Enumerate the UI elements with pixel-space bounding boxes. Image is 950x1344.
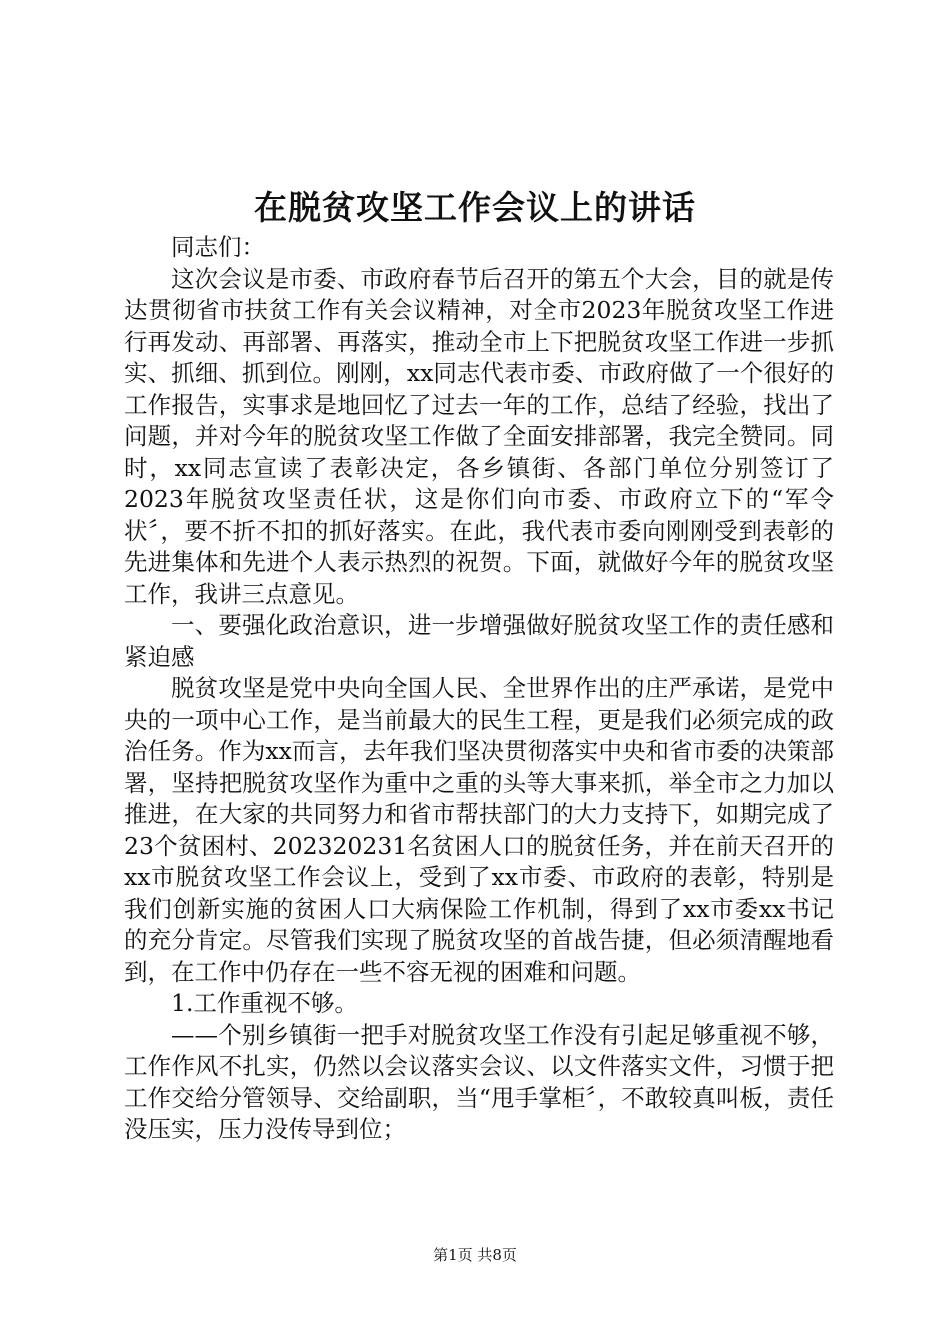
intro-paragraph: 这次会议是市委、市政府春节后召开的第五个大会，目的就是传达贯彻省市扶贫工作有关会议精神，对全市2023年脱贫攻坚工作进行再发动、再部署、再落实，推动全市上下把脱贫攻坚工作进一步抓实、抓细、抓到位。刚刚，xx同志代表市委、市政府做了一个很好的工作报告，实事求是地回忆了过去一年的工作，总结了经验，找出了问题，并对今年的脱贫攻坚工作做了全面安排部署，我完全赞同。同时，xx同志宣读了表彰决定，各乡镇街、各部门单位分别签订了2023年脱贫攻坚责任状，这是你们向市委、市政府立下的“军令状〞，要不折不扣的抓好落实。在此，我代表市委向刚刚受到表彰的先进集体和先进个人表示热烈的祝贺。下面，就做好今年的脱贫攻坚工作，我讲三点意见。 xyxy=(124,264,834,608)
salutation-paragraph: 同志们： xyxy=(171,233,265,261)
subheading-1: 1.工作重视不够。 xyxy=(171,989,358,1017)
section-heading-1: 一、要强化政治意识，进一步增强做好脱贫攻坚工作的责任感和紧迫感 xyxy=(124,611,834,671)
page-footer: 第1页 共8页 xyxy=(433,1246,517,1264)
document-body xyxy=(124,232,834,1146)
document-title: 在脱贫攻坚工作会议上的讲话 xyxy=(254,188,696,227)
body-paragraph-2: ——个别乡镇街一把手对脱贫攻坚工作没有引起足够重视不够，工作作风不扎实，仍然以会议落实会议、以文件落实文件，习惯于把工作交给分管领导、交给副职，当“甩手掌柜〞，不敢较真叫板，责任没压实，压力没传导到位； xyxy=(124,1020,834,1143)
body-paragraph: 脱贫攻坚是党中央向全国人民、全世界作出的庄严承诺，是党中央的一项中心工作，是当前最大的民生工程，更是我们必须完成的政治任务。作为xx而言，去年我们坚决贯彻落实中央和省市委的决策部署，坚持把脱贫攻坚作为重中之重的头等大事来抓，举全市之力加以推进，在大家的共同努力和省市帮扶部门的大力支持下，如期完成了23个贫困村、202320231名贫困人口的脱贫任务，并在前天召开的xx市脱贫攻坚工作会议上，受到了xx市委、市政府的表彰，特别是我们创新实施的贫困人口大病保险工作机制，得到了xx市委xx书记的充分肯定。尽管我们实现了脱贫攻坚的首战告捷，但必须清醒地看到，在工作中仍存在一些不容无视的困难和问题。 xyxy=(124,674,834,986)
